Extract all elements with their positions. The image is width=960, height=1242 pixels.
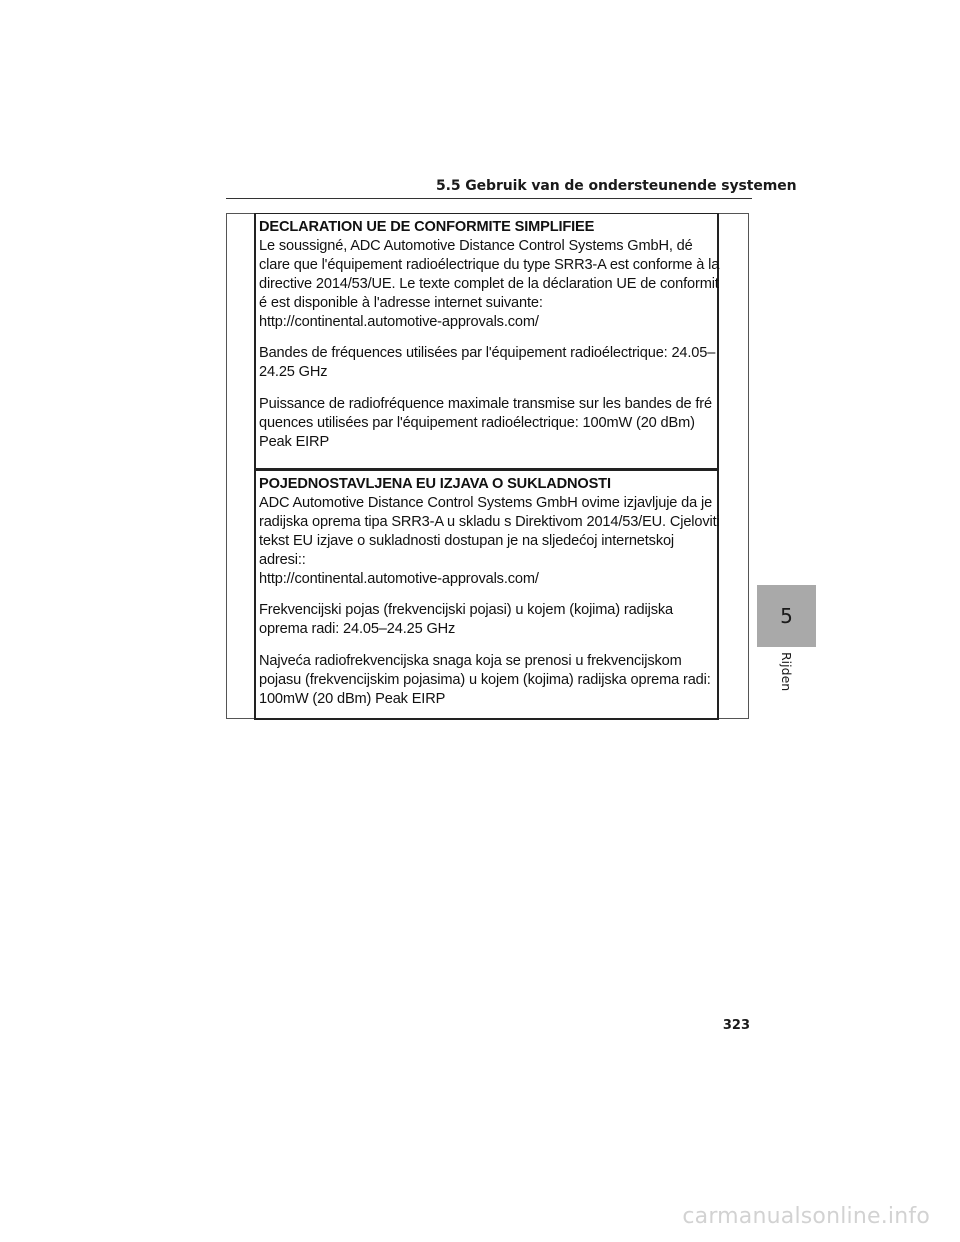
text-line: é est disponible à l'adresse internet suivante:: [259, 294, 543, 311]
header-divider: [226, 198, 752, 199]
text-line: quences utilisées par l'équipement radioélectrique: 100mW (20 dBm): [259, 415, 695, 432]
text-line: Bandes de fréquences utilisées par l'équipement radioélectrique: 24.05–: [259, 345, 716, 362]
text-line: Frekvencijski pojas (frekvencijski pojasi) u kojem (kojima) radijska: [259, 602, 673, 619]
text-line: radijska oprema tipa SRR3-A u skladu s Direktivom 2014/53/EU. Cjeloviti: [259, 513, 720, 530]
text-line: Peak EIRP: [259, 434, 330, 451]
text-line: 24.25 GHz: [259, 364, 328, 381]
page-number: 323: [722, 1018, 750, 1033]
text-line: Puissance de radiofréquence maximale transmise sur les bandes de fré: [259, 396, 712, 413]
declaration-box-french: [254, 213, 719, 470]
url-line: http://continental.automotive-approvals.com/: [259, 570, 539, 587]
declaration-paragraph-hr-1: [259, 494, 720, 589]
declaration-box-croatian: [254, 470, 719, 720]
declaration-paragraph-fr-3: [259, 395, 717, 452]
text-line: oprema radi: 24.05–24.25 GHz: [259, 621, 456, 638]
declaration-paragraph-hr-2: [259, 601, 717, 639]
chapter-label: Rijden: [779, 652, 794, 692]
text-line: clare que l'équipement radioélectrique du type SRR3-A est conforme à la: [259, 256, 720, 273]
text-line: pojasu (frekvencijskim pojasima) u kojem (kojima) radijska oprema radi:: [259, 672, 711, 689]
declaration-title-french: DECLARATION UE DE CONFORMITE SIMPLIFIEE: [259, 219, 595, 235]
declaration-paragraph-fr-2: [259, 344, 717, 382]
declaration-title-croatian: POJEDNOSTAVLJENA EU IZJAVA O SUKLADNOSTI: [259, 476, 611, 492]
text-line: Najveća radiofrekvencijska snaga koja se prenosi u frekvencijskom: [259, 653, 682, 670]
text-line: Le soussigné, ADC Automotive Distance Control Systems GmbH, dé: [259, 237, 693, 254]
chapter-tab: [757, 585, 816, 647]
declaration-paragraph-hr-3: [259, 652, 717, 709]
watermark: carmanualsonline.info: [682, 1204, 930, 1229]
declaration-paragraph-fr-1: [259, 237, 720, 332]
text-line: adresi::: [259, 551, 306, 568]
section-title: 5.5 Gebruik van de ondersteunende systemen: [436, 178, 797, 194]
chapter-number: 5: [780, 604, 793, 628]
url-line: http://continental.automotive-approvals.com/: [259, 313, 539, 330]
text-line: tekst EU izjave o sukladnosti dostupan je na sljedećoj internetskoj: [259, 532, 675, 549]
text-line: 100mW (20 dBm) Peak EIRP: [259, 691, 446, 708]
text-line: ADC Automotive Distance Control Systems GmbH ovime izjavljuje da je: [259, 494, 713, 511]
text-line: directive 2014/53/UE. Le texte complet de la déclaration UE de conformit: [259, 275, 719, 292]
